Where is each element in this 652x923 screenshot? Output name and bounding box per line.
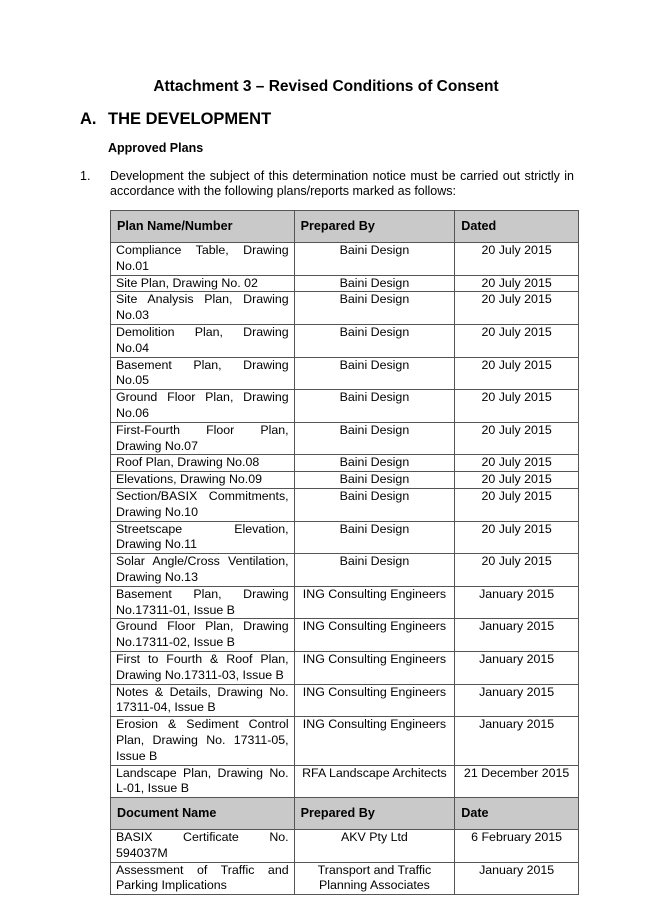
header-document-prepared-by: Prepared By: [294, 798, 455, 830]
date-cell: January 2015: [455, 619, 579, 652]
date-cell: January 2015: [455, 684, 579, 717]
plan-name-cell: First to Fourth & Roof Plan, Drawing No.17311-03, Issue B: [111, 651, 295, 684]
prepared-by-cell: Baini Design: [294, 455, 455, 472]
prepared-by-cell: Baini Design: [294, 357, 455, 390]
plan-name-cell: Section/BASIX Commitments, Drawing No.10: [111, 488, 295, 521]
prepared-by-cell: ING Consulting Engineers: [294, 717, 455, 765]
table-row: [111, 390, 579, 423]
prepared-by-cell: Baini Design: [294, 472, 455, 489]
date-cell: 20 July 2015: [455, 243, 579, 276]
table-row: [111, 717, 579, 765]
date-cell: January 2015: [455, 862, 579, 895]
table-row: [111, 357, 579, 390]
prepared-by-cell: RFA Landscape Architects: [294, 765, 455, 798]
table-row: [111, 472, 579, 489]
header-dated: Dated: [455, 211, 579, 243]
table-row: [111, 651, 579, 684]
prepared-by-cell: ING Consulting Engineers: [294, 586, 455, 619]
plan-name-cell: First-Fourth Floor Plan, Drawing No.07: [111, 422, 295, 455]
table-row: [111, 292, 579, 325]
date-cell: 20 July 2015: [455, 455, 579, 472]
plan-name-cell: Demolition Plan, Drawing No.04: [111, 324, 295, 357]
header-document-date: Date: [455, 798, 579, 830]
prepared-by-cell: AKV Pty Ltd: [294, 830, 455, 863]
date-cell: 20 July 2015: [455, 275, 579, 292]
plan-name-cell: Ground Floor Plan, Drawing No.06: [111, 390, 295, 423]
date-cell: 20 July 2015: [455, 472, 579, 489]
plan-name-cell: Notes & Details, Drawing No. 17311-04, Issue B: [111, 684, 295, 717]
subheading-approved-plans: Approved Plans: [108, 141, 204, 155]
prepared-by-cell: Baini Design: [294, 275, 455, 292]
prepared-by-cell: Baini Design: [294, 292, 455, 325]
date-cell: 20 July 2015: [455, 422, 579, 455]
date-cell: 6 February 2015: [455, 830, 579, 863]
prepared-by-cell: ING Consulting Engineers: [294, 619, 455, 652]
prepared-by-cell: Transport and Traffic Planning Associates: [294, 862, 455, 895]
header-prepared-by: Prepared By: [294, 211, 455, 243]
table-row: [111, 765, 579, 798]
plan-name-cell: Compliance Table, Drawing No.01: [111, 243, 295, 276]
date-cell: 20 July 2015: [455, 390, 579, 423]
section-heading: [80, 110, 271, 129]
plan-name-cell: Basement Plan, Drawing No.05: [111, 357, 295, 390]
plan-name-cell: Solar Angle/Cross Ventilation, Drawing No.13: [111, 554, 295, 587]
table-row: [111, 521, 579, 554]
table-row: [111, 488, 579, 521]
plan-name-cell: Erosion & Sediment Control Plan, Drawing No. 17311-05, Issue B: [111, 717, 295, 765]
plan-name-cell: BASIX Certificate No. 594037M: [111, 830, 295, 863]
table-row: [111, 554, 579, 587]
prepared-by-cell: Baini Design: [294, 488, 455, 521]
date-cell: 21 December 2015: [455, 765, 579, 798]
section-letter: A.: [80, 110, 97, 128]
table-row: [111, 619, 579, 652]
table-row: [111, 586, 579, 619]
plan-name-cell: Site Analysis Plan, Drawing No.03: [111, 292, 295, 325]
table-row: [111, 422, 579, 455]
prepared-by-cell: Baini Design: [294, 422, 455, 455]
paragraph-text: Development the subject of this determination notice must be carried out strictly in accordance with the following plans/reports marked as follows:: [110, 169, 574, 198]
prepared-by-cell: ING Consulting Engineers: [294, 651, 455, 684]
plan-name-cell: Landscape Plan, Drawing No. L-01, Issue B: [111, 765, 295, 798]
prepared-by-cell: ING Consulting Engineers: [294, 684, 455, 717]
prepared-by-cell: Baini Design: [294, 243, 455, 276]
approved-plans-table: [110, 210, 579, 895]
document-row: [111, 862, 579, 895]
date-cell: January 2015: [455, 586, 579, 619]
plan-name-cell: Roof Plan, Drawing No.08: [111, 455, 295, 472]
page-title: Attachment 3 – Revised Conditions of Consent: [153, 78, 499, 95]
date-cell: 20 July 2015: [455, 521, 579, 554]
prepared-by-cell: Baini Design: [294, 554, 455, 587]
prepared-by-cell: Baini Design: [294, 390, 455, 423]
date-cell: 20 July 2015: [455, 488, 579, 521]
header-document-name: Document Name: [111, 798, 295, 830]
prepared-by-cell: Baini Design: [294, 521, 455, 554]
document-header-row: [111, 798, 579, 830]
plan-name-cell: Elevations, Drawing No.09: [111, 472, 295, 489]
paragraph-number: 1.: [80, 169, 91, 183]
table-row: [111, 243, 579, 276]
date-cell: January 2015: [455, 717, 579, 765]
prepared-by-cell: Baini Design: [294, 324, 455, 357]
table-row: [111, 455, 579, 472]
date-cell: 20 July 2015: [455, 554, 579, 587]
document-row: [111, 830, 579, 863]
table-header-row: [111, 211, 579, 243]
plan-name-cell: Basement Plan, Drawing No.17311-01, Issue B: [111, 586, 295, 619]
date-cell: 20 July 2015: [455, 357, 579, 390]
plan-name-cell: Ground Floor Plan, Drawing No.17311-02, Issue B: [111, 619, 295, 652]
section-heading-text: THE DEVELOPMENT: [108, 110, 272, 128]
plan-name-cell: Streetscape Elevation, Drawing No.11: [111, 521, 295, 554]
table-row: [111, 684, 579, 717]
date-cell: 20 July 2015: [455, 324, 579, 357]
plan-name-cell: Assessment of Traffic and Parking Implications: [111, 862, 295, 895]
table-row: [111, 275, 579, 292]
document-section: [111, 798, 579, 895]
plan-name-cell: Site Plan, Drawing No. 02: [111, 275, 295, 292]
date-cell: 20 July 2015: [455, 292, 579, 325]
date-cell: January 2015: [455, 651, 579, 684]
plan-rows: [111, 243, 579, 798]
header-plan-name: Plan Name/Number: [111, 211, 295, 243]
table-row: [111, 324, 579, 357]
